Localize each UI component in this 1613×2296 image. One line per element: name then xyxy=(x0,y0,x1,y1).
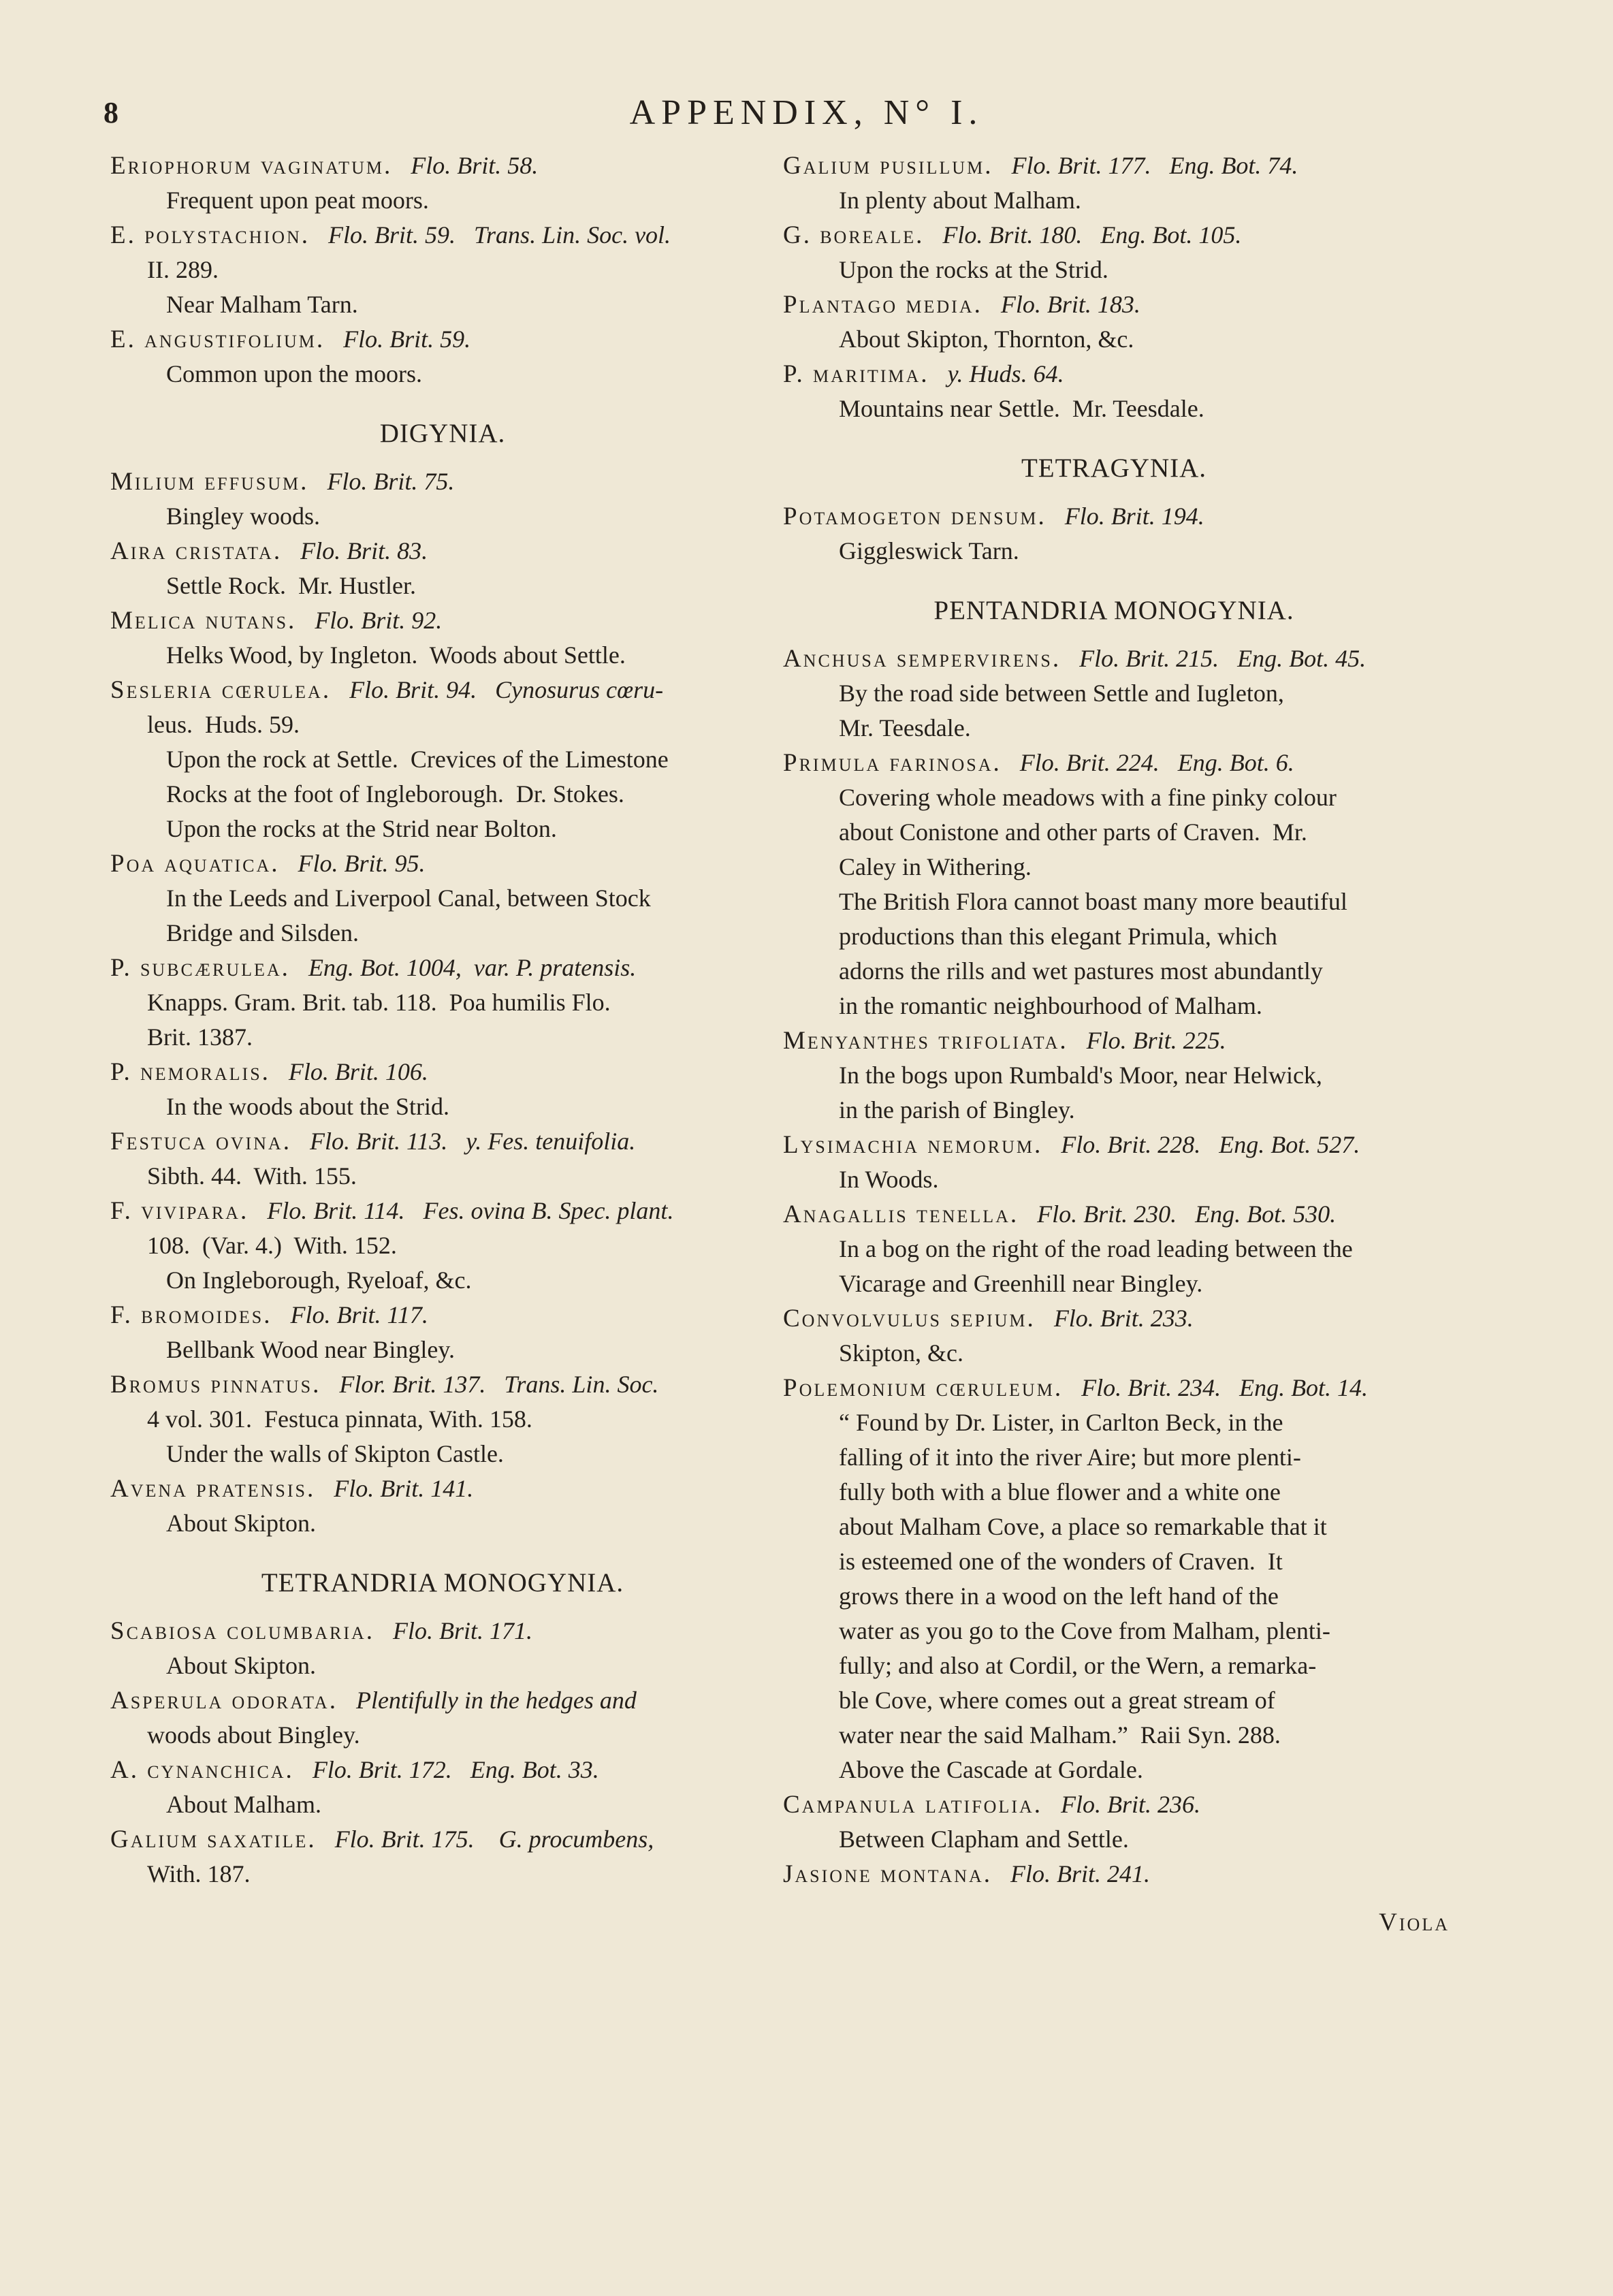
reference: Flo. Brit. 233. xyxy=(1041,1305,1194,1332)
species-name: G. boreale. xyxy=(783,221,925,249)
reference: Flor. Brit. 137. Trans. Lin. Soc. xyxy=(327,1371,659,1398)
habitat-note: ble Cove, where comes out a great stream of xyxy=(839,1687,1275,1714)
species-name: P. subcærulea. xyxy=(110,954,290,982)
section-heading: PENTANDRIA MONOGYNIA. xyxy=(933,596,1294,625)
habitat-note: In plenty about Malham. xyxy=(839,187,1081,214)
habitat-note: fully both with a blue flower and a white one xyxy=(839,1478,1281,1505)
species-name: Sesleria cœrulea. xyxy=(110,676,332,704)
species-name: Polemonium cœruleum. xyxy=(783,1374,1064,1402)
species-entry xyxy=(110,1471,775,1541)
reference: Eng. Bot. 1004, var. P. pratensis. xyxy=(296,954,637,981)
reference: Flo. Brit. 83. xyxy=(288,537,428,564)
species-name: E. polystachion. xyxy=(110,221,310,249)
reference: Flo. Brit. 141. xyxy=(321,1475,474,1502)
species-name: Anagallis tenella. xyxy=(783,1200,1019,1228)
species-name: F. vivipara. xyxy=(110,1197,249,1225)
species-name: Eriophorum vaginatum. xyxy=(110,152,393,180)
species-name: A. cynanchica. xyxy=(110,1756,294,1784)
reference: Flo. Brit. 59. Trans. Lin. Soc. vol. xyxy=(316,221,671,249)
species-entry xyxy=(783,746,1445,1023)
reference: Flo. Brit. 94. Cynosurus cœru- xyxy=(337,676,664,703)
habitat-note: In the bogs upon Rumbald's Moor, near Helwick, xyxy=(839,1062,1322,1089)
species-entry xyxy=(110,846,775,951)
reference: Flo. Brit. 230. Eng. Bot. 530. xyxy=(1025,1200,1337,1228)
species-entry xyxy=(110,951,775,1055)
habitat-note: Covering whole meadows with a fine pinky colour xyxy=(839,784,1337,811)
habitat-note: The British Flora cannot boast many more beautiful xyxy=(839,888,1347,915)
species-name: Bromus pinnatus. xyxy=(110,1371,321,1399)
species-name: Scabiosa columbaria. xyxy=(110,1617,374,1645)
species-name: Poa aquatica. xyxy=(110,850,280,878)
species-entry xyxy=(783,1023,1445,1128)
species-entry xyxy=(110,1683,775,1753)
habitat-note: water near the said Malham.” Raii Syn. 288. xyxy=(839,1721,1281,1749)
reference: Flo. Brit. 194. xyxy=(1052,503,1204,530)
species-name: Menyanthes trifoliata. xyxy=(783,1027,1068,1055)
reference: Flo. Brit. 172. Eng. Bot. 33. xyxy=(300,1756,599,1783)
habitat-note: Mr. Teesdale. xyxy=(839,714,971,742)
reference-continuation: woods about Bingley. xyxy=(147,1721,360,1749)
species-name: Aira cristata. xyxy=(110,537,283,565)
species-name: Galium pusillum. xyxy=(783,152,993,180)
species-entry xyxy=(110,603,775,673)
reference-continuation: With. 187. xyxy=(147,1860,251,1887)
species-name: Potamogeton densum. xyxy=(783,503,1047,530)
reference-continuation: leus. Huds. 59. xyxy=(147,711,300,738)
species-name: Anchusa sempervirens. xyxy=(783,645,1061,673)
habitat-note: Upon the rocks at the Strid near Bolton. xyxy=(166,815,557,842)
species-entry xyxy=(783,148,1445,218)
species-entry xyxy=(110,1822,775,1892)
species-entry xyxy=(110,1298,775,1367)
habitat-note: Frequent upon peat moors. xyxy=(166,187,429,214)
species-entry xyxy=(783,641,1445,746)
habitat-note: “ Found by Dr. Lister, in Carlton Beck, in the xyxy=(839,1409,1283,1436)
species-name: Asperula odorata. xyxy=(110,1687,338,1715)
species-entry xyxy=(110,1124,775,1194)
species-entry xyxy=(783,1857,1445,1892)
habitat-note: Above the Cascade at Gordale. xyxy=(839,1756,1143,1783)
habitat-note: Common upon the moors. xyxy=(166,360,422,387)
species-entry xyxy=(110,1194,775,1298)
reference: Flo. Brit. 241. xyxy=(998,1860,1151,1887)
species-entry xyxy=(783,1371,1445,1787)
species-entry xyxy=(110,1614,775,1683)
habitat-note: water as you go to the Cove from Malham, plenti- xyxy=(839,1617,1330,1644)
habitat-note: Rocks at the foot of Ingleborough. Dr. Stokes. xyxy=(166,780,624,808)
section-heading: TETRAGYNIA. xyxy=(1021,453,1207,483)
habitat-note: about Malham Cove, a place so remarkable that it xyxy=(839,1513,1327,1540)
species-name: Primula farinosa. xyxy=(783,749,1002,777)
species-entry xyxy=(110,534,775,603)
species-entry xyxy=(110,464,775,534)
species-name: Convolvulus sepium. xyxy=(783,1305,1036,1333)
reference: Flo. Brit. 114. Fes. ovina B. Spec. plant. xyxy=(255,1197,674,1224)
habitat-note: Bellbank Wood near Bingley. xyxy=(166,1336,456,1363)
reference: Flo. Brit. 106. xyxy=(276,1058,428,1085)
reference: Plentifully in the hedges and xyxy=(343,1687,637,1714)
species-entry xyxy=(783,1197,1445,1301)
reference-continuation: Brit. 1387. xyxy=(147,1023,253,1051)
reference: Flo. Brit. 224. Eng. Bot. 6. xyxy=(1007,749,1294,776)
reference: Flo. Brit. 215. Eng. Bot. 45. xyxy=(1067,645,1367,672)
reference: Flo. Brit. 228. Eng. Bot. 527. xyxy=(1049,1131,1360,1158)
species-entry xyxy=(110,148,775,218)
habitat-note: Skipton, &c. xyxy=(839,1339,964,1367)
species-entry xyxy=(783,1301,1445,1371)
species-name: Galium saxatile. xyxy=(110,1825,317,1853)
habitat-note: Upon the rocks at the Strid. xyxy=(839,256,1108,283)
habitat-note: In the Leeds and Liverpool Canal, between Stock xyxy=(166,884,651,912)
species-name: Campanula latifolia. xyxy=(783,1791,1043,1819)
reference-continuation: II. 289. xyxy=(147,256,219,283)
reference: Flo. Brit. 175. G. procumbens, xyxy=(322,1825,654,1853)
habitat-note: In a bog on the right of the road leading between the xyxy=(839,1235,1353,1262)
species-name: Milium effusum. xyxy=(110,468,309,496)
habitat-note: Giggleswick Tarn. xyxy=(839,537,1019,564)
running-head: APPENDIX, N° I. xyxy=(629,93,984,132)
reference: Flo. Brit. 177. Eng. Bot. 74. xyxy=(999,152,1298,179)
species-name: P. maritima. xyxy=(783,360,929,388)
species-name: F. bromoides. xyxy=(110,1301,272,1329)
species-name: Jasione montana. xyxy=(783,1860,993,1888)
species-entry xyxy=(783,1128,1445,1197)
reference-continuation: Sibth. 44. With. 155. xyxy=(147,1162,357,1190)
habitat-note: Mountains near Settle. Mr. Teesdale. xyxy=(839,395,1204,422)
species-entry xyxy=(783,1787,1445,1857)
species-entry xyxy=(110,1753,775,1822)
section-heading: TETRANDRIA MONOGYNIA. xyxy=(261,1568,624,1597)
right-column xyxy=(783,148,1445,1892)
reference-continuation: 108. (Var. 4.) With. 152. xyxy=(147,1232,397,1259)
habitat-note: In the woods about the Strid. xyxy=(166,1093,449,1120)
habitat-note: In Woods. xyxy=(839,1166,939,1193)
reference: Flo. Brit. 95. xyxy=(285,850,426,877)
habitat-note: productions than this elegant Primula, which xyxy=(839,923,1277,950)
species-entry xyxy=(110,322,775,392)
species-name: Lysimachia nemorum. xyxy=(783,1131,1043,1159)
reference: Flo. Brit. 75. xyxy=(315,468,455,495)
species-name: P. nemoralis. xyxy=(110,1058,270,1086)
habitat-note: Helks Wood, by Ingleton. Woods about Settle. xyxy=(166,641,626,669)
habitat-note: in the romantic neighbourhood of Malham. xyxy=(839,992,1262,1019)
species-name: Melica nutans. xyxy=(110,607,297,635)
habitat-note: Upon the rock at Settle. Crevices of the Limestone xyxy=(166,746,669,773)
species-name: Plantago media. xyxy=(783,291,983,319)
section-heading: DIGYNIA. xyxy=(379,419,506,448)
page-number: 8 xyxy=(103,96,118,129)
reference-continuation: 4 vol. 301. Festuca pinnata, With. 158. xyxy=(147,1405,532,1433)
habitat-note: Bingley woods. xyxy=(166,503,321,530)
reference: Flo. Brit. 171. xyxy=(381,1617,532,1644)
species-name: Avena pratensis. xyxy=(110,1475,316,1503)
left-column xyxy=(110,148,775,1892)
habitat-note: Caley in Withering. xyxy=(839,853,1032,880)
reference: Flo. Brit. 92. xyxy=(302,607,443,634)
habitat-note: grows there in a wood on the left hand of the xyxy=(839,1582,1279,1610)
habitat-note: adorns the rills and wet pastures most abundantly xyxy=(839,957,1323,985)
reference: Flo. Brit. 180. Eng. Bot. 105. xyxy=(930,221,1242,249)
species-entry xyxy=(110,1367,775,1471)
habitat-note: About Skipton. xyxy=(166,1510,317,1537)
species-entry xyxy=(783,218,1445,287)
species-entry xyxy=(783,499,1445,569)
reference: Flo. Brit. 236. xyxy=(1049,1791,1201,1818)
habitat-note: About Malham. xyxy=(166,1791,321,1818)
habitat-note: is esteemed one of the wonders of Craven. It xyxy=(839,1548,1283,1575)
reference: Flo. Brit. 117. xyxy=(278,1301,428,1328)
species-name: Festuca ovina. xyxy=(110,1128,291,1155)
reference: y. Huds. 64. xyxy=(935,360,1064,387)
species-entry xyxy=(783,287,1445,357)
catchword: Viola xyxy=(1379,1909,1450,1936)
habitat-note: Near Malham Tarn. xyxy=(166,291,358,318)
habitat-note: About Skipton. xyxy=(166,1652,317,1679)
habitat-note: By the road side between Settle and Iugleton, xyxy=(839,680,1284,707)
reference: Flo. Brit. 225. xyxy=(1074,1027,1226,1054)
habitat-note: in the parish of Bingley. xyxy=(839,1096,1075,1123)
habitat-note: Bridge and Silsden. xyxy=(166,919,359,946)
reference-continuation: Knapps. Gram. Brit. tab. 118. Poa humilis Flo. xyxy=(147,989,611,1016)
species-entry xyxy=(110,218,775,322)
habitat-note: Under the walls of Skipton Castle. xyxy=(166,1440,504,1467)
habitat-note: Vicarage and Greenhill near Bingley. xyxy=(839,1270,1203,1297)
species-entry xyxy=(783,357,1445,426)
species-name: E. angustifolium. xyxy=(110,325,325,353)
habitat-note: falling of it into the river Aire; but more plenti- xyxy=(839,1444,1301,1471)
habitat-note: Settle Rock. Mr. Hustler. xyxy=(166,572,416,599)
habitat-note: about Conistone and other parts of Craven. Mr. xyxy=(839,818,1307,846)
reference: Flo. Brit. 183. xyxy=(988,291,1140,318)
species-entry xyxy=(110,673,775,846)
reference: Flo. Brit. 58. xyxy=(398,152,539,179)
habitat-note: fully; and also at Cordil, or the Wern, a remarka- xyxy=(839,1652,1317,1679)
reference: Flo. Brit. 59. xyxy=(331,325,471,353)
habitat-note: On Ingleborough, Ryeloaf, &c. xyxy=(166,1266,472,1294)
reference: Flo. Brit. 234. Eng. Bot. 14. xyxy=(1069,1374,1369,1401)
species-entry xyxy=(110,1055,775,1124)
habitat-note: Between Clapham and Settle. xyxy=(839,1825,1129,1853)
reference: Flo. Brit. 113. y. Fes. tenuifolia. xyxy=(297,1128,636,1155)
habitat-note: About Skipton, Thornton, &c. xyxy=(839,325,1134,353)
